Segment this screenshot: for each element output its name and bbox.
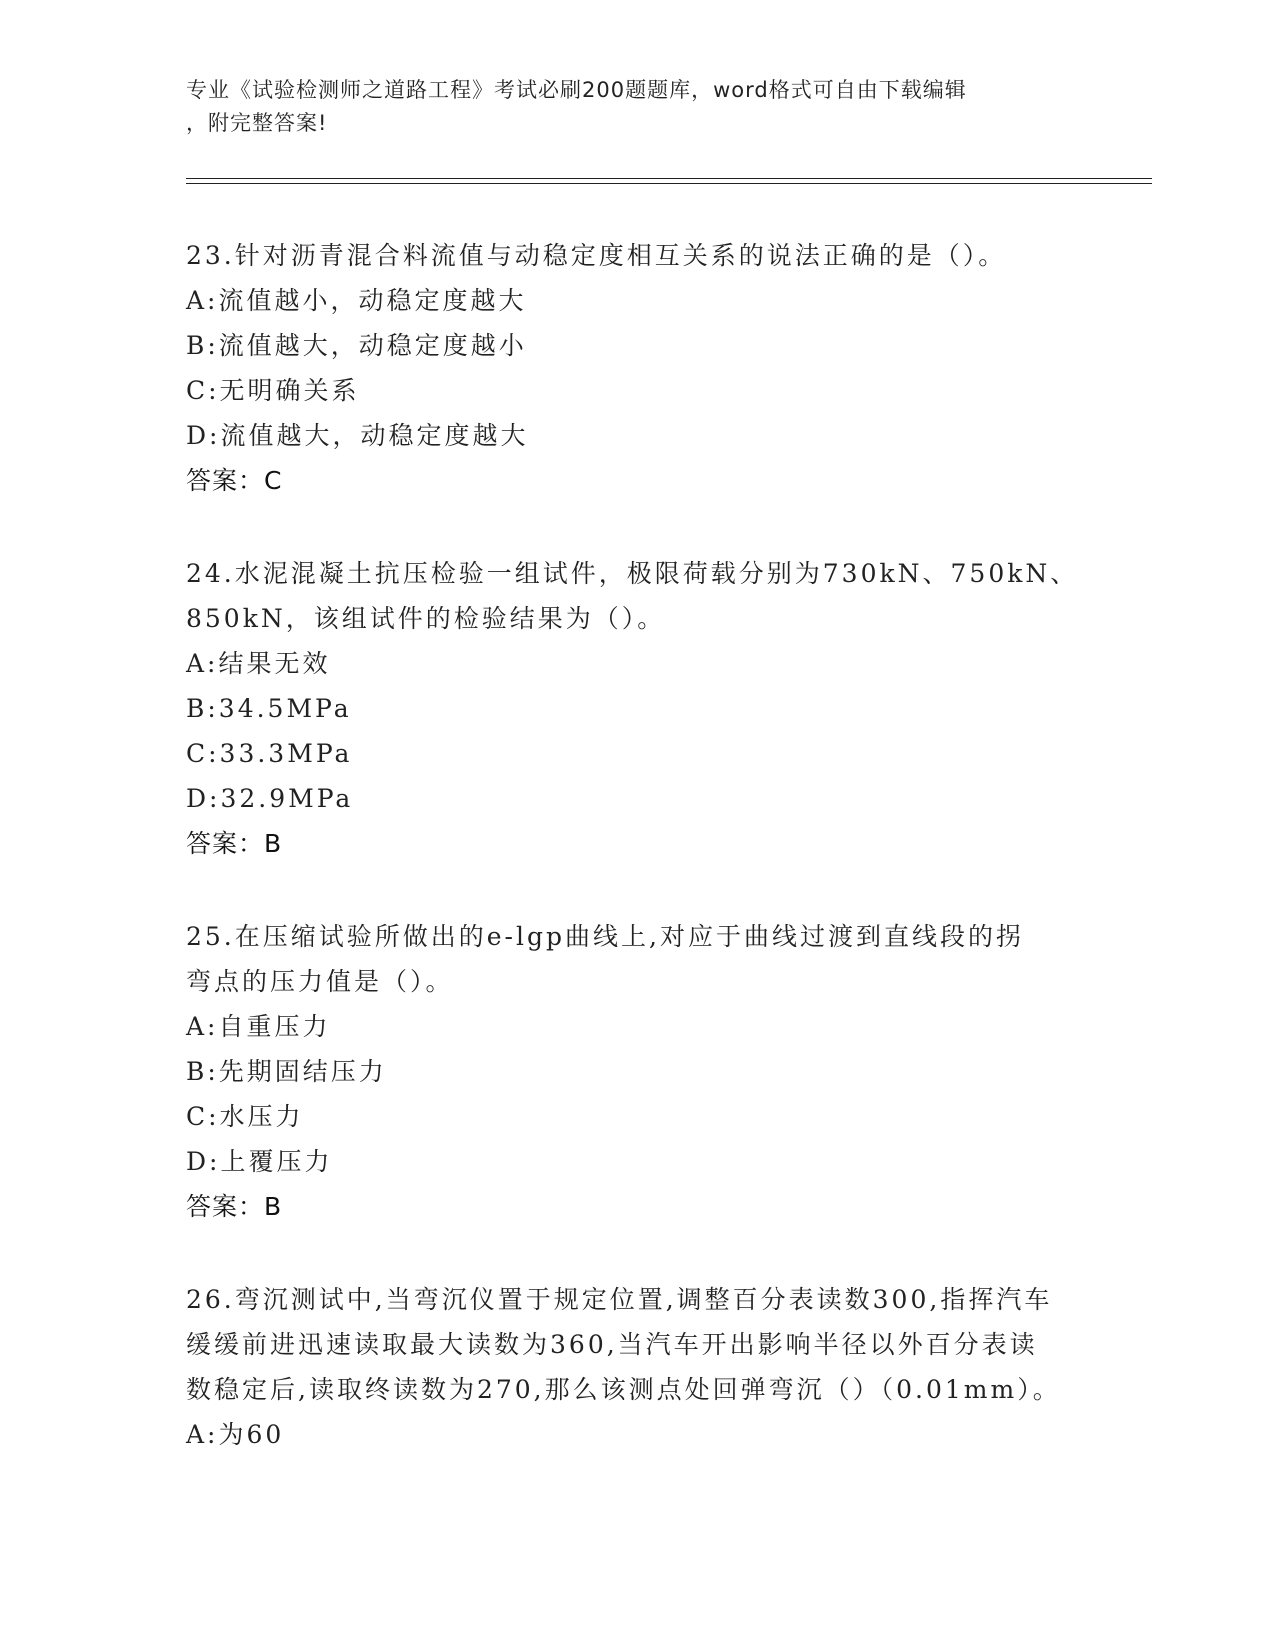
option-d: D:32.9MPa	[186, 784, 354, 813]
question-stem-line: 数稳定后,读取终读数为270,那么该测点处回弹弯沉（）（0.01mm）。	[186, 1375, 1061, 1404]
question-23	[186, 233, 1086, 503]
option-a: A:为60	[186, 1420, 285, 1449]
option-b: B:流值越大，动稳定度越小	[186, 331, 527, 360]
question-list	[186, 233, 1086, 1505]
option-d: D:流值越大，动稳定度越大	[186, 421, 529, 450]
header-title-line-1: 专业《试验检测师之道路工程》考试必刷200题题库，word格式可自由下载编辑	[186, 78, 967, 102]
option-b: B:先期固结压力	[186, 1057, 387, 1086]
option-d: D:上覆压力	[186, 1147, 333, 1176]
answer-line: 答案：B	[186, 829, 283, 858]
option-c: C:水压力	[186, 1102, 304, 1131]
header-divider-top	[186, 178, 1152, 179]
question-25	[186, 914, 1086, 1229]
question-stem-line: 缓缓前进迅速读取最大读数为360,当汽车开出影响半径以外百分表读	[186, 1330, 1038, 1359]
option-b: B:34.5MPa	[186, 694, 352, 723]
option-c: C:无明确关系	[186, 376, 360, 405]
question-24	[186, 551, 1086, 866]
question-26	[186, 1277, 1086, 1457]
question-stem-line: 23.针对沥青混合料流值与动稳定度相互关系的说法正确的是（）。	[186, 241, 1007, 270]
question-stem-line: 24.水泥混凝土抗压检验一组试件，极限荷载分别为730kN、750kN、	[186, 559, 1079, 588]
question-stem-line: 25.在压缩试验所做出的e-lgp曲线上,对应于曲线过渡到直线段的拐	[186, 922, 1024, 951]
document-header	[186, 74, 1086, 140]
option-c: C:33.3MPa	[186, 739, 353, 768]
question-stem-line: 弯点的压力值是（）。	[186, 967, 454, 996]
answer-line: 答案：B	[186, 1192, 283, 1221]
header-divider-bottom	[186, 183, 1152, 184]
header-title-line-2: ，附完整答案!	[186, 111, 328, 135]
answer-line: 答案：C	[186, 466, 283, 495]
option-a: A:自重压力	[186, 1012, 331, 1041]
question-stem-line: 850kN，该组试件的检验结果为（）。	[186, 604, 666, 633]
question-stem-line: 26.弯沉测试中,当弯沉仪置于规定位置,调整百分表读数300,指挥汽车	[186, 1285, 1053, 1314]
option-a: A:流值越小，动稳定度越大	[186, 286, 527, 315]
option-a: A:结果无效	[186, 649, 331, 678]
